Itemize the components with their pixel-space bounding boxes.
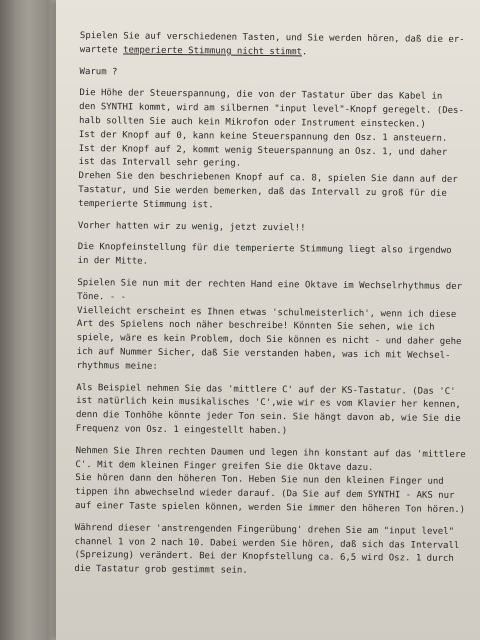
text-line: Art des Spielens noch näher beschreibe! Könnten Sie sehen, wie ich xyxy=(76,319,435,334)
text-line: ist natürlich kein musikalisches 'C',wie wir es vom Klavier her kennen, xyxy=(76,396,461,411)
text-line: Töne. - - xyxy=(77,291,127,303)
text-line: Frequenz von Osz. 1 eingestellt haben.) xyxy=(75,423,288,437)
text-line: Ist der Knopf auf 0, kann keine Steuerspannung den Osz. 1 ansteuern. xyxy=(78,129,448,144)
paragraph xyxy=(80,30,480,62)
paragraph xyxy=(79,66,479,84)
text-line: halb sollten Sie auch kein Mikrofon oder Instrument einstecken.) xyxy=(78,115,426,130)
text-line: die Tastatur grob gestimmt sein. xyxy=(74,564,248,576)
book-binding-edge xyxy=(0,0,14,640)
text-line: Die Höhe der Steuerspannung, die von der Tastatur über das Kabel in xyxy=(79,88,443,103)
text-line: channel 1 von 2 nach 10. Dabei werden Sie hören, daß sich das Intervall xyxy=(74,536,460,551)
text-line: C'. Mit dem kleinen Finger greifen Sie die Oktave dazu. xyxy=(75,459,374,473)
text-line: Vielleicht erscheint es Ihnen etwas 'schulmeisterlich', wenn ich diese xyxy=(77,305,457,320)
text-line: Die Knopfeinstellung für die temperierte Stimmung liegt also irgendwo xyxy=(77,242,452,257)
text-line: ist das Intervall sehr gering. xyxy=(78,157,242,170)
text-line: rhythmus meine: xyxy=(76,360,158,372)
paragraph xyxy=(78,220,478,238)
text-line: den SYNTHI kommt, wird am silbernen "input level"-Knopf geregelt. (Des- xyxy=(79,102,464,117)
paragraph xyxy=(76,277,477,378)
document-text-block xyxy=(74,30,480,589)
paragraph xyxy=(75,445,476,518)
text-line: Spielen Sie auf verschiedenen Tasten, und Sie werden hören, daß die er- xyxy=(79,30,465,46)
text-line: Nehmen Sie Ihren rechten Daumen und legen ihn konstant auf das 'mittlere xyxy=(75,445,466,460)
text-line: auf einer Taste spielen können, werden Sie immer den höheren Ton hören.) xyxy=(74,500,466,515)
text-line: Ist der Knopf auf 2, kommt wenig Steuerspannung an Osz. 1, und daher xyxy=(78,143,448,158)
text-line: Vorher hatten wir zu wenig, jetzt zuviel!! xyxy=(77,220,306,233)
text-segment: wartete xyxy=(79,44,124,56)
paragraph xyxy=(74,522,475,581)
text-segment: . xyxy=(301,47,308,58)
text-line: in der Mitte. xyxy=(77,256,149,267)
text-line: Spielen Sie nun mit der rechten Hand eine Oktave im Wechselrhythmus der xyxy=(77,277,463,292)
paragraph xyxy=(76,382,477,441)
text-line: Warum ? xyxy=(79,66,118,77)
text-line: (Spreizung) verändert. Bei der Knopfstellung ca. 6,5 wird Osz. 1 durch xyxy=(74,550,454,565)
text-line: Sie hören dann den höheren Ton. Heben Sie nun den kleinen Finger und xyxy=(75,473,444,488)
text-line: ich auf Nummer Sicher, daß Sie verstanden haben, was ich mit Wechsel- xyxy=(76,346,451,361)
text-line: denn die Tonhöhe könnte jeder Ton sein. Sie hängt davon ab, wie Sie die xyxy=(75,410,461,425)
document-page xyxy=(56,0,480,640)
paragraph xyxy=(77,241,477,273)
paragraph xyxy=(78,87,479,215)
text-line: temperierte Stimmung ist. xyxy=(78,198,214,211)
text-line: Als Beispiel nehmen Sie das 'mittlere C' auf der KS-Tastatur. (Das 'C' xyxy=(76,382,456,397)
text-line: Drehen Sie den beschriebenen Knopf auf ca. 8, spielen Sie dann auf der xyxy=(78,171,458,186)
text-line: tippen ihn abwechselnd wieder darauf. (Da Sie auf dem SYNTHI - AKS nur xyxy=(75,487,455,502)
text-line: Tastatur, und Sie werden bemerken, daß das Intervall zu groß für die xyxy=(78,184,447,199)
text-line: spiele, wäre es kein Problem, doch Sie können es nicht - und daher gehe xyxy=(76,333,462,348)
underlined-phrase: temperierte Stimmung nicht stimmt xyxy=(123,45,303,58)
text-line: Während dieser 'anstrengenden Fingerübung' drehen Sie am "input level" xyxy=(74,522,455,537)
